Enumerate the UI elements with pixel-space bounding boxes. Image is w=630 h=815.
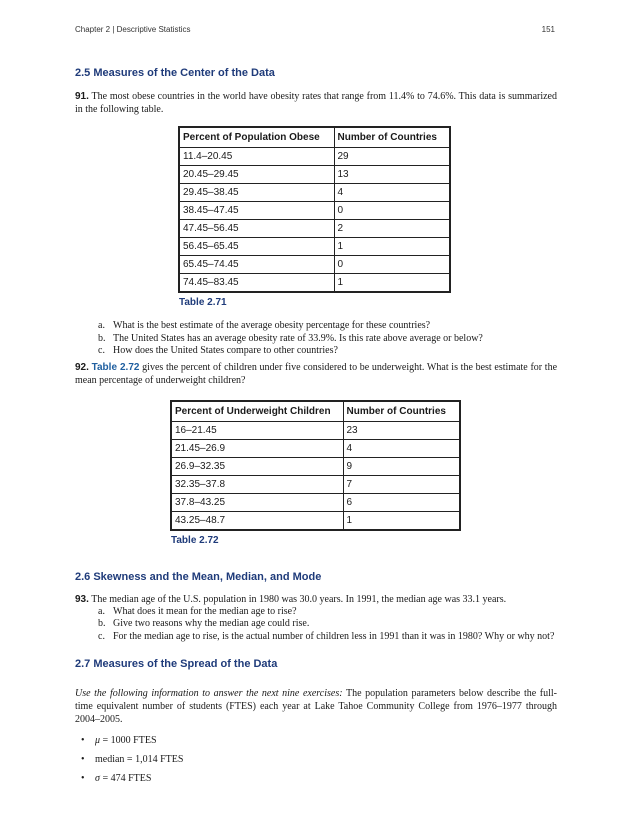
- table-row: [179, 274, 450, 293]
- list-item: [75, 773, 557, 784]
- bullet-icon: •: [81, 773, 85, 784]
- list-item: [75, 735, 557, 746]
- table-cell: 11.4–20.45: [179, 148, 334, 166]
- table-cell: 9: [343, 457, 460, 475]
- sigma-symbol: σ: [95, 773, 100, 784]
- table-cell: 29.45–38.45: [179, 184, 334, 202]
- list-text: The United States has an average obesity rate of 33.9%. Is this rate above average or below?: [113, 332, 483, 344]
- table-row: [179, 202, 450, 220]
- table-cell: 20.45–29.45: [179, 166, 334, 184]
- column-header: Percent of Population Obese: [179, 127, 334, 148]
- table-cell: 38.45–47.45: [179, 202, 334, 220]
- list-text: How does the United States compare to other countries?: [113, 345, 338, 356]
- table-2-71: [178, 126, 451, 293]
- table-cell: 7: [343, 475, 460, 493]
- table-cell: 65.45–74.45: [179, 256, 334, 274]
- section-heading-2-6: 2.6 Skewness and the Mean, Median, and Mode: [75, 570, 322, 583]
- exercise-intro: [75, 687, 557, 726]
- page-content: [75, 67, 557, 792]
- table-row: [171, 493, 460, 511]
- mu-symbol: μ: [95, 735, 101, 746]
- exercise-91-parts: [98, 320, 557, 358]
- table-cell: 32.35–37.8: [171, 475, 343, 493]
- list-marker: c.: [98, 630, 105, 642]
- list-marker: b.: [98, 618, 106, 629]
- table-caption: Table 2.72: [171, 534, 219, 546]
- bullet-icon: •: [81, 754, 85, 765]
- table-cell: 1: [343, 511, 460, 530]
- list-marker: a.: [98, 605, 105, 617]
- exercise-number: 93.: [75, 593, 89, 605]
- column-header: Number of Countries: [343, 401, 460, 422]
- list-text: median = 1,014 FTES: [95, 754, 184, 765]
- table-cell: 37.8–43.25: [171, 493, 343, 511]
- table-cell: 16–21.45: [171, 421, 343, 439]
- intro-text: The population parameters below describe the full-time equivalent number of students (FTES) each year at Lake Tahoe Community College from 1976–1977 through 2004–2005.: [75, 688, 557, 725]
- running-header: Chapter 2 | Descriptive Statistics: [75, 25, 191, 34]
- list-marker: a.: [98, 320, 105, 331]
- table-2-72: [170, 400, 461, 531]
- table-row: [171, 475, 460, 493]
- table-cell: 56.45–65.45: [179, 238, 334, 256]
- table-row: [179, 238, 450, 256]
- table-cell: 1: [334, 274, 450, 293]
- list-text: For the median age to rise, is the actual number of children less in 1991 than it was in 1980? Why or why not?: [113, 630, 555, 642]
- list-text: What is the best estimate of the average obesity percentage for these countries?: [113, 320, 431, 331]
- list-text: What does it mean for the median age to rise?: [113, 605, 297, 617]
- table-cell: 0: [334, 256, 450, 274]
- table-row: [171, 421, 460, 439]
- section-heading-2-5: 2.5 Measures of the Center of the Data: [75, 67, 275, 79]
- exercise-text: The most obese countries in the world have obesity rates that range from 11.4% to 74.6%. This data is summarized in the following table.: [75, 91, 558, 115]
- table-row: [171, 511, 460, 530]
- intro-italic: Use the following information to answer the next nine exercises:: [75, 688, 343, 699]
- table-row: [179, 166, 450, 184]
- exercise-number: 91.: [75, 91, 89, 102]
- list-item: [98, 631, 557, 644]
- table-caption: Table 2.71: [179, 297, 227, 308]
- table-row: [179, 148, 450, 166]
- table-cell: 4: [343, 439, 460, 457]
- table-cell: 29: [334, 148, 450, 166]
- list-text: = 474 FTES: [99, 773, 152, 784]
- table-row: [179, 184, 450, 202]
- list-item: [98, 320, 557, 333]
- list-item: [98, 606, 557, 619]
- parameter-list: [75, 735, 557, 784]
- column-header: Percent of Underweight Children: [171, 401, 343, 422]
- table-cell: 74.45–83.45: [179, 274, 334, 293]
- table-2-72-link[interactable]: Table 2.72: [91, 361, 140, 373]
- exercise-91: [75, 90, 557, 116]
- list-marker: b.: [98, 332, 106, 344]
- exercise-number: 92.: [75, 361, 89, 373]
- list-text: = 1000 FTES: [100, 735, 157, 746]
- table-cell: 13: [334, 166, 450, 184]
- table-2-71-wrap: [178, 126, 557, 308]
- table-row: [171, 457, 460, 475]
- table-cell: 4: [334, 184, 450, 202]
- list-text: Give two reasons why the median age could rise.: [113, 618, 310, 629]
- table-cell: 43.25–48.7: [171, 511, 343, 530]
- list-marker: c.: [98, 345, 105, 356]
- list-item: [98, 618, 557, 631]
- section-heading-2-7: 2.7 Measures of the Spread of the Data: [75, 658, 278, 670]
- exercise-text: The median age of the U.S. population in 1980 was 30.0 years. In 1991, the median age was 33.1 years.: [91, 593, 507, 605]
- table-cell: 21.45–26.9: [171, 439, 343, 457]
- bullet-icon: •: [81, 735, 85, 746]
- table-2-72-wrap: [170, 400, 557, 546]
- page-number: 151: [541, 25, 555, 34]
- table-cell: 47.45–56.45: [179, 220, 334, 238]
- list-item: [75, 754, 557, 765]
- table-row: [171, 439, 460, 457]
- column-header: Number of Countries: [334, 127, 450, 148]
- table-row: [179, 256, 450, 274]
- exercise-93-parts: [98, 606, 557, 644]
- exercise-text: gives the percent of children under five considered to be underweight. What is the best estimate for the mean percentage of underweight children?: [75, 361, 558, 386]
- table-cell: 1: [334, 238, 450, 256]
- exercise-93: [75, 593, 557, 606]
- list-item: [98, 333, 557, 346]
- list-item: [98, 345, 557, 358]
- table-cell: 26.9–32.35: [171, 457, 343, 475]
- table-cell: 23: [343, 421, 460, 439]
- table-cell: 0: [334, 202, 450, 220]
- table-cell: 2: [334, 220, 450, 238]
- exercise-92: [75, 361, 557, 387]
- table-row: [179, 220, 450, 238]
- table-cell: 6: [343, 493, 460, 511]
